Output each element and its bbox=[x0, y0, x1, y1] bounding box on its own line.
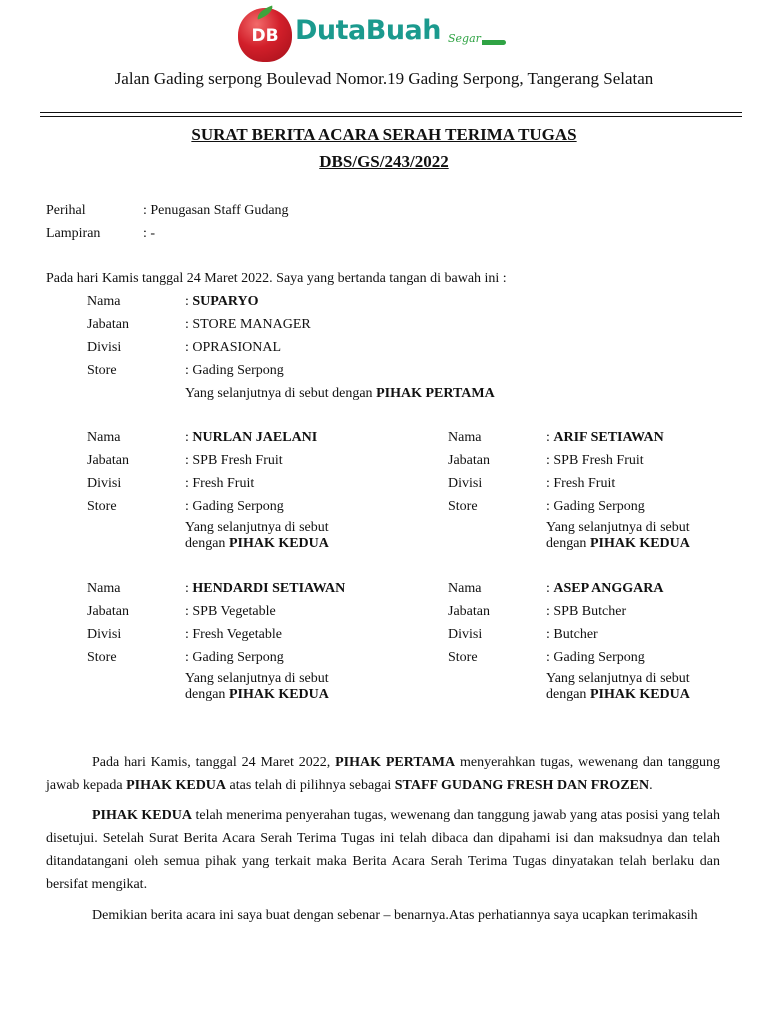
lampiran-label: Lampiran bbox=[46, 226, 101, 241]
nama-value: : SUPARYO bbox=[185, 294, 259, 309]
nama-label: Nama bbox=[448, 581, 482, 596]
store-value: : Gading Serpong bbox=[546, 650, 645, 665]
jabatan-value: : STORE MANAGER bbox=[185, 317, 311, 332]
store-label: Store bbox=[87, 363, 117, 378]
body-paragraph-3: Demikian berita acara ini saya buat dengan sebenar – benarnya.Atas perhatiannya saya ucapkan terimakasih bbox=[92, 908, 698, 923]
leaf-icon bbox=[255, 5, 275, 19]
role-text: Yang selanjutnya di sebut dengan PIHAK PERTAMA bbox=[185, 386, 495, 401]
header-divider-thick bbox=[40, 112, 742, 113]
pihak-kedua-name: NURLAN JAELANI bbox=[192, 430, 318, 445]
company-address: Jalan Gading serpong Boulevad Nomor.19 Gading Serpong, Tangerang Selatan bbox=[114, 69, 654, 88]
logo-mark: DB bbox=[251, 26, 279, 46]
document-number: DBS/GS/243/2022 bbox=[319, 152, 449, 171]
divisi-label: Divisi bbox=[87, 340, 122, 355]
pihak-kedua-name: ASEP ANGGARA bbox=[553, 581, 664, 596]
perihal-label: Perihal bbox=[46, 203, 86, 218]
divisi-label: Divisi bbox=[448, 476, 483, 491]
body-paragraph-2: PIHAK KEDUA telah menerima penyerahan tugas, wewenang dan tanggung jawab yang atas posisi yang telah disetujui. Setelah Surat Berita Acara Serah Terima Tugas ini telah dibaca dan dipahami isi dan maksudnya dan telah ditandatangani oleh semua pihak yang terkait maka Berita Acara Serah Terima Tugas dinyatakan telah berlaku dan bersifat mengikat. bbox=[46, 808, 721, 892]
logo-swoosh bbox=[482, 40, 506, 45]
nama-value: : ASEP ANGGARA bbox=[546, 581, 664, 596]
nama-value: : ARIF SETIAWAN bbox=[546, 430, 664, 445]
divisi-value: : Butcher bbox=[546, 627, 598, 642]
jabatan-value: : SPB Butcher bbox=[546, 604, 627, 619]
nama-label: Nama bbox=[448, 430, 482, 445]
jabatan-label: Jabatan bbox=[448, 453, 490, 468]
divisi-value: : Fresh Fruit bbox=[546, 476, 616, 491]
divisi-label: Divisi bbox=[448, 627, 483, 642]
store-label: Store bbox=[87, 499, 117, 514]
pihak-kedua-name: ARIF SETIAWAN bbox=[553, 430, 664, 445]
jabatan-label: Jabatan bbox=[87, 604, 129, 619]
document-title: SURAT BERITA ACARA SERAH TERIMA TUGAS bbox=[191, 125, 577, 144]
pihak-pertama-name: SUPARYO bbox=[192, 294, 259, 309]
role-text: Yang selanjutnya di sebut dengan PIHAK KEDUA bbox=[546, 520, 690, 551]
store-value: : Gading Serpong bbox=[185, 499, 284, 514]
pihak-kedua-name: HENDARDI SETIAWAN bbox=[192, 581, 346, 596]
nama-label: Nama bbox=[87, 430, 121, 445]
store-value: : Gading Serpong bbox=[546, 499, 645, 514]
role-text: Yang selanjutnya di sebut dengan PIHAK KEDUA bbox=[546, 671, 690, 702]
store-label: Store bbox=[448, 650, 478, 665]
jabatan-value: : SPB Vegetable bbox=[185, 604, 276, 619]
divisi-value: : OPRASIONAL bbox=[185, 340, 282, 355]
jabatan-value: : SPB Fresh Fruit bbox=[546, 453, 644, 468]
divisi-label: Divisi bbox=[87, 627, 122, 642]
perihal-value: : Penugasan Staff Gudang bbox=[143, 203, 289, 218]
jabatan-label: Jabatan bbox=[87, 453, 129, 468]
jabatan-value: : SPB Fresh Fruit bbox=[185, 453, 283, 468]
jabatan-label: Jabatan bbox=[448, 604, 490, 619]
body-paragraph-1: Pada hari Kamis, tanggal 24 Maret 2022, PIHAK PERTAMA menyerahkan tugas, wewenang dan tanggung jawab kepada PIHAK KEDUA atas telah di pilihnya sebagai STAFF GUDANG FRESH DAN FROZEN. bbox=[46, 755, 720, 793]
company-logo bbox=[238, 4, 518, 64]
store-value: : Gading Serpong bbox=[185, 650, 284, 665]
store-label: Store bbox=[87, 650, 117, 665]
role-text: Yang selanjutnya di sebut dengan PIHAK KEDUA bbox=[185, 671, 329, 702]
nama-value: : HENDARDI SETIAWAN bbox=[185, 581, 346, 596]
lampiran-value: : - bbox=[143, 226, 156, 241]
apple-logo-icon bbox=[238, 8, 292, 62]
divisi-label: Divisi bbox=[87, 476, 122, 491]
divisi-value: : Fresh Vegetable bbox=[185, 627, 282, 642]
header-divider-thin bbox=[40, 116, 742, 117]
jabatan-label: Jabatan bbox=[87, 317, 129, 332]
store-value: : Gading Serpong bbox=[185, 363, 284, 378]
logo-text: DutaBuah bbox=[295, 15, 442, 46]
intro-text: Pada hari Kamis tanggal 24 Maret 2022. Saya yang bertanda tangan di bawah ini : bbox=[46, 271, 507, 286]
store-label: Store bbox=[448, 499, 478, 514]
nama-label: Nama bbox=[87, 581, 121, 596]
logo-tagline: Segar bbox=[448, 32, 481, 45]
divisi-value: : Fresh Fruit bbox=[185, 476, 255, 491]
role-text: Yang selanjutnya di sebut dengan PIHAK KEDUA bbox=[185, 520, 329, 551]
nama-label: Nama bbox=[87, 294, 121, 309]
nama-value: : NURLAN JAELANI bbox=[185, 430, 318, 445]
